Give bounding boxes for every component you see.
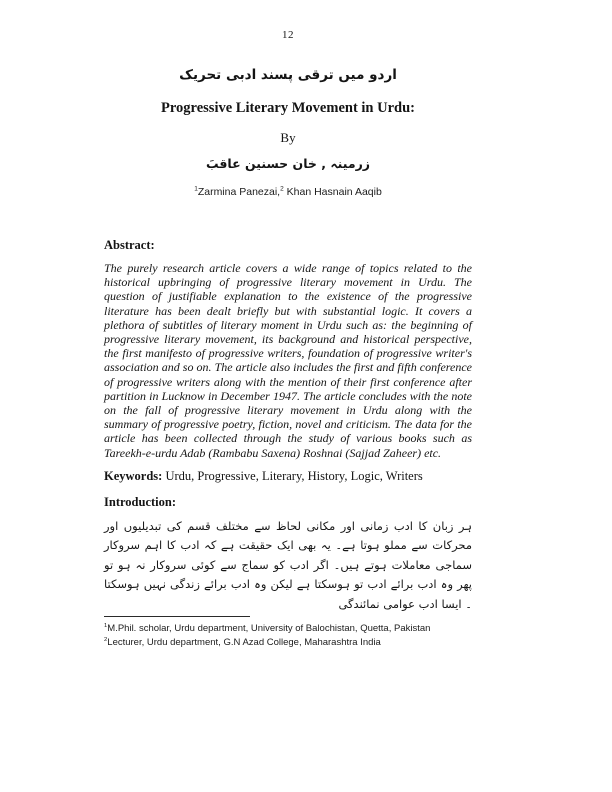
article-title-urdu: اردو میں ترقی پسند ادبی تحریک <box>179 67 397 83</box>
introduction-body-urdu: ہر زبان کا ادب زمانی اور مکانی لحاظ سے مختلف قسم کی تبدیلیوں اور محرکات سے مملو ہوتا ہے۔ یہ بھی ایک حقیقت ہے کہ ادب کا اہم سروکار سماجی معاملات ہوتے ہیں۔ اگر ادب کو سماج سے کوئی سروکار نہ ہو تو پھر وہ ادب برائے ادب تو ہوسکتا ہے لیکن وہ ادب برائے زندگی نہیں ہوسکتا ۔ ایسا ادب عوامی نمائندگی <box>104 518 472 611</box>
footnote-2-text: Lecturer, Urdu department, G.N Azad College, Maharashtra India <box>107 636 381 648</box>
page-number: 12 <box>282 29 294 41</box>
footnote-1-superscript: 1 <box>104 622 108 629</box>
page-content <box>104 0 472 614</box>
authors-urdu: زرمینہ , خان حسنین عاقبَ <box>205 156 371 171</box>
authors-english <box>104 186 472 198</box>
keywords-label: Keywords: <box>104 468 163 483</box>
footnote-separator-rule <box>104 616 250 617</box>
footnote-1-text: M.Phil. scholar, Urdu department, University of Balochistan, Quetta, Pakistan <box>107 623 431 634</box>
byline: By <box>280 130 296 145</box>
footnote-1 <box>104 622 472 636</box>
abstract-body: The purely research article covers a wide range of topics related to the historical upbringing of progressive literary movement in Urdu. The question of justifiable explanation to the existence of the progressive literature has been dealt briefly but with substantial logic. It covers a plethora of subtitles of literary moment in Urdu such as: the beginning of progressive literary movement, its background and historical perspective, the first manifesto of progressive writers, foundation of progressive writer's association and so on. The article also includes the first and fifth conference of progressive writers along with the mention of their first conference after partition in Lucknow in December 1947. The article concludes with the note on the fall of progressive literary movement in Urdu along with the summary of progressive poetry, fiction, novel and criticism. The data for the article has been collected through the study of various books such as Tareekh-e-urdu Adab (Rambabu Saxena) Roshnai (Sajjad Zaheer) etc. <box>104 261 472 460</box>
author-2-name: Khan Hasnain Aaqib <box>283 186 382 198</box>
footnote-2 <box>104 636 472 650</box>
keywords-value: Urdu, Progressive, Literary, History, Logic, Writers <box>162 468 423 483</box>
keywords-line <box>104 469 472 484</box>
author-1-name: Zarmina Panezai, <box>197 186 281 198</box>
author-2-superscript: 2 <box>280 185 284 193</box>
article-title-english: Progressive Literary Movement in Urdu: <box>161 100 415 116</box>
footnote-area <box>104 616 472 649</box>
abstract-heading: Abstract: <box>104 238 155 252</box>
author-1-superscript: 1 <box>194 185 198 193</box>
introduction-heading: Introduction: <box>104 494 177 509</box>
footnote-2-superscript: 2 <box>104 636 108 643</box>
